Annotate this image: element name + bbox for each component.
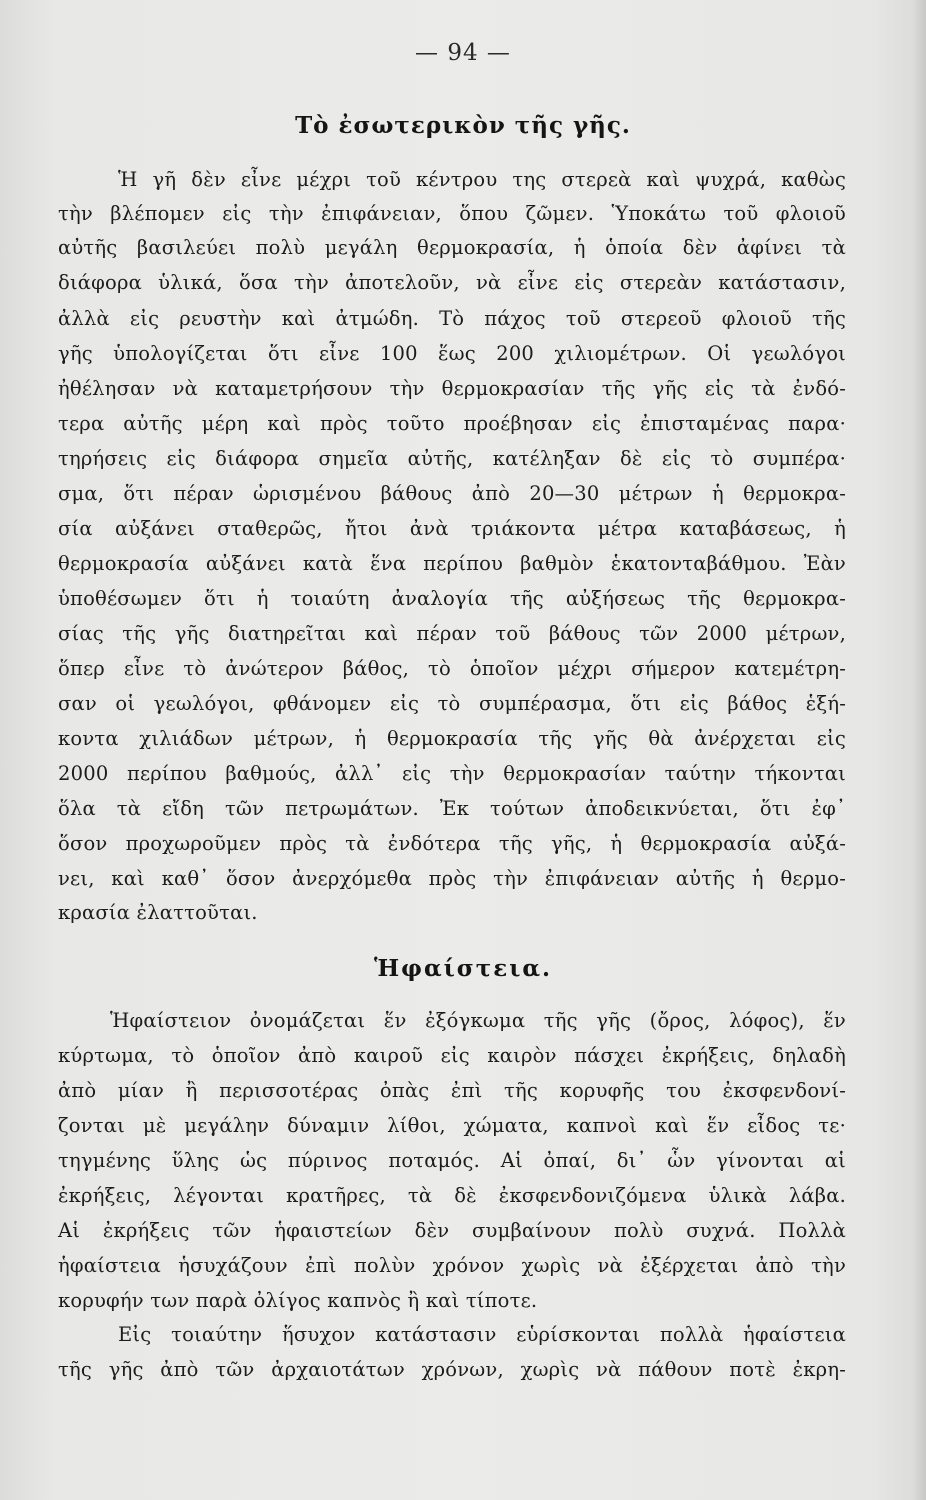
text-line: τῆς γῆς ἀπὸ τῶν ἀρχαιοτάτων χρόνων, χωρὶς νὰ πάθουν ποτὲ ἐκρη- <box>58 1358 846 1381</box>
section-heading-earth-interior: Τὸ ἐσωτερικὸν τῆς γῆς. <box>295 112 631 139</box>
page-binding-shadow <box>912 0 926 1500</box>
text-line: ἀπὸ μίαν ἢ περισσοτέρας ὀπὰς ἐπὶ τῆς κορυφῆς του ἐκσφενδονί- <box>58 1079 846 1102</box>
text-line: τηγμένης ὕλης ὡς πύρινος ποταμός. Αἱ ὀπαί, δι᾽ ὧν γίνονται αἱ <box>58 1149 846 1172</box>
text-line: τὴν βλέπομεν εἰς τὴν ἐπιφάνειαν, ὅπου ζῶμεν. Ὑποκάτω τοῦ φλοιοῦ <box>58 202 846 225</box>
section-heading-volcanoes: Ἡφαίστεια. <box>373 955 553 982</box>
text-line: σία αὐξάνει σταθερῶς, ἤτοι ἀνὰ τριάκοντα μέτρα καταβάσεως, ἡ <box>58 517 846 540</box>
text-line: ἐκρήξεις, λέγονται κρατῆρες, τὰ δὲ ἐκσφενδονιζόμενα ὑλικὰ λάβα. <box>58 1184 846 1207</box>
text-line: ἠθέλησαν νὰ καταμετρήσουν τὴν θερμοκρασίαν τῆς γῆς εἰς τὰ ἐνδό- <box>58 377 846 400</box>
text-line: σαν οἱ γεωλόγοι, φθάνομεν εἰς τὸ συμπέρασμα, ὅτι εἰς βάθος ἑξή- <box>58 692 846 715</box>
text-line: θερμοκρασία αὐξάνει κατὰ ἕνα περίπου βαθμὸν ἑκατονταβάθμου. Ἐὰν <box>58 552 846 575</box>
text-line: ἀλλὰ εἰς ρευστὴν καὶ ἀτμώδη. Τὸ πάχος τοῦ στερεοῦ φλοιοῦ τῆς <box>58 307 846 330</box>
text-line: ὅλα τὰ εἴδη τῶν πετρωμάτων. Ἐκ τούτων ἀποδεικνύεται, ὅτι ἐφ᾽ <box>58 797 846 820</box>
text-line: γῆς ὑπολογίζεται ὅτι εἶνε 100 ἕως 200 χιλιομέτρων. Οἱ γεωλόγοι <box>58 342 846 365</box>
text-line: κορυφήν των παρὰ ὀλίγος καπνὸς ἢ καὶ τίποτε. <box>58 1289 538 1312</box>
text-line: τερα αὐτῆς μέρη καὶ πρὸς τοῦτο προέβησαν εἰς ἐπισταμένας παρα· <box>58 412 846 435</box>
text-line: Ἡ γῆ δὲν εἶνε μέχρι τοῦ κέντρου της στερεὰ καὶ ψυχρά, καθὼς <box>118 168 846 191</box>
text-line: ὑποθέσωμεν ὅτι ἡ τοιαύτη ἀναλογία τῆς αὐξήσεως τῆς θερμοκρα- <box>58 587 846 610</box>
text-line: ζονται μὲ μεγάλην δύναμιν λίθοι, χώματα, καπνοὶ καὶ ἕν εἶδος τε· <box>58 1114 846 1137</box>
text-line: Αἱ ἐκρήξεις τῶν ἡφαιστείων δὲν συμβαίνουν πολὺ συχνά. Πολλὰ <box>58 1219 846 1242</box>
text-line: 2000 περίπου βαθμούς, ἀλλ᾽ εἰς τὴν θερμοκρασίαν ταύτην τήκονται <box>58 762 846 785</box>
text-line: τηρήσεις εἰς διάφορα σημεῖα αὐτῆς, κατέληξαν δὲ εἰς τὸ συμπέρα· <box>58 447 846 470</box>
text-line: διάφορα ὑλικά, ὅσα τὴν ἀποτελοῦν, νὰ εἶνε εἰς στερεὰν κατάστασιν, <box>58 271 846 294</box>
text-line: ἡφαίστεια ἡσυχάζουν ἐπὶ πολὺν χρόνον χωρὶς νὰ ἐξέρχεται ἀπὸ τὴν <box>58 1254 846 1277</box>
text-line: νει, καὶ καθ᾽ ὅσον ἀνερχόμεθα πρὸς τὴν ἐπιφάνειαν αὐτῆς ἡ θερμο- <box>58 867 846 890</box>
text-line: ὅπερ εἶνε τὸ ἀνώτερον βάθος, τὸ ὁποῖον μέχρι σήμερον κατεμέτρη- <box>58 657 846 680</box>
text-line: Ἡφαίστειον ὀνομάζεται ἕν ἐξόγκωμα τῆς γῆς (ὄρος, λόφος), ἕν <box>110 1009 846 1032</box>
page-number: — 94 — <box>415 40 511 66</box>
text-line: σίας τῆς γῆς διατηρεῖται καὶ πέραν τοῦ βάθους τῶν 2000 μέτρων, <box>58 622 846 645</box>
text-line: κύρτωμα, τὸ ὁποῖον ἀπὸ καιροῦ εἰς καιρὸν πάσχει ἐκρήξεις, δηλαδὴ <box>58 1044 846 1067</box>
text-line: ὅσον προχωροῦμεν πρὸς τὰ ἐνδότερα τῆς γῆς, ἡ θερμοκρασία αὐξά- <box>58 832 846 855</box>
text-line: Εἰς τοιαύτην ἥσυχον κατάστασιν εὑρίσκονται πολλὰ ἡφαίστεια <box>118 1323 846 1346</box>
text-line: σμα, ὅτι πέραν ὡρισμένου βάθους ἀπὸ 20—30 μέτρων ἡ θερμοκρα- <box>58 482 846 505</box>
text-line: αὐτῆς βασιλεύει πολὺ μεγάλη θερμοκρασία, ἡ ὁποία δὲν ἀφίνει τὰ <box>58 236 846 259</box>
text-line: κρασία ἐλαττοῦται. <box>58 901 258 924</box>
text-line: κοντα χιλιάδων μέτρων, ἡ θερμοκρασία τῆς γῆς θὰ ἀνέρχεται εἰς <box>58 727 846 750</box>
